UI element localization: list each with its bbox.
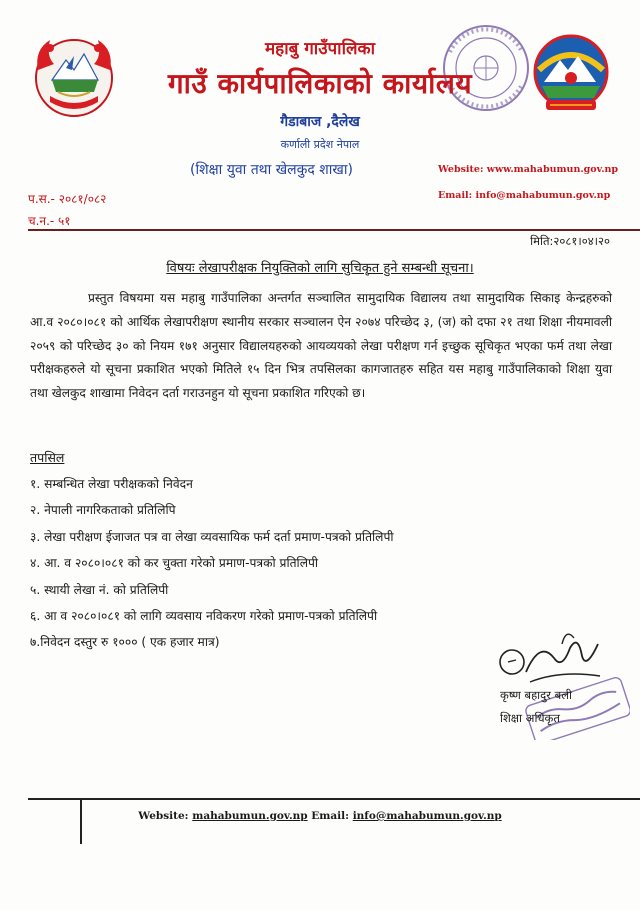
footer-website-label: Website: [138, 810, 189, 822]
section-name: (शिक्षा युवा तथा खेलकुद शाखा) [190, 162, 353, 178]
dispatch-number: च.न.- ५१ [28, 214, 71, 228]
reference-number: प.स.- २०८१/०८२ [28, 192, 107, 206]
footer-contact [0, 810, 640, 822]
header-website: Website: www.mahabumun.gov.np [438, 164, 619, 175]
signatory-title: शिक्षा अधिकृत [500, 711, 560, 725]
list-item: १. सम्बन्धित लेखा परीक्षकको निवेदन [30, 477, 193, 491]
header-divider [28, 229, 640, 231]
footer-divider [28, 798, 640, 800]
footer-email-link[interactable]: info@mahabumun.gov.np [352, 810, 502, 822]
letter-subject: विषयः लेखापरीक्षक नियुक्तिको लागि सुचिकृत हुने सम्बन्धी सूचना। [166, 261, 474, 276]
municipality-name: महाबु गाउँपालिका [265, 39, 375, 59]
signatory-name: कृष्ण बहादुर बली [500, 688, 572, 702]
list-item: ४. आ. व २०८०।०८१ को कर चुक्ता गरेको प्रमाण-पत्रको प्रतिलिपी [30, 556, 319, 571]
list-item: ७.निवेदन दस्तुर रु १००० ( एक हजार मात्र) [30, 635, 220, 650]
footer-margin-mark [80, 800, 82, 844]
list-item: ६. आ व २०८०।०८१ को लागि व्यवसाय नविकरण गरेको प्रमाण-पत्रको प्रतिलिपी [30, 608, 378, 623]
list-item: ५. स्थायी लेखा नं. को प्रतिलिपी [30, 582, 169, 597]
letter-body: प्रस्तुत विषयमा यस महाबु गाउँपालिका अन्तर्गत सञ्चालित सामुदायिक विद्यालय तथा सामुदायिक सिकाइ केन्द्रहरुको आ.व २०८०।०८१ को आर्थिक लेखापरीक्षण स्थानीय सरकार सञ्चालन ऐन २०७४ परिच्छेद ३, (ज) को दफा २१ तथा शिक्षा नीयमावली २०५९ को परिच्छेद ३० को नियम १७१ अनुसार विद्यालयहरुको आयव्ययको लेखा परीक्षण गर्न इच्छुक सूचिकृत भएका फर्म तथा लेखा परीक्षकहरुले यो सूचना प्रकाशित भएको मितिले १५ दिन भित्र तपसिलका कागजातहरु सहित यस महाबु गाउँपालिकाको शिक्षा युवा तथा खेलकुद शाखामा निवेदन दर्ता गराउनहुन यो सूचना प्रकाशित गरिएको छ। [30, 291, 612, 401]
attachments-heading: तपसिल [30, 450, 65, 465]
office-name-heading: गाउँ कार्यपालिकाको कार्यालय [167, 67, 473, 100]
attachments-list [30, 471, 394, 656]
office-location: गैडाबाज ,दैलेख [280, 114, 360, 130]
footer-email-label: Email: [311, 810, 350, 822]
header-email: Email: info@mahabumun.gov.np [438, 190, 611, 201]
letter-date: मिति:२०८१।०४।२० [530, 234, 610, 248]
list-item: २. नेपाली नागरिकताको प्रतिलिपि [30, 503, 176, 518]
list-item: ३. लेखा परीक्षण ईजाजत पत्र वा लेखा व्यवसायिक फर्म दर्ता प्रमाण-पत्रको प्रतिलिपी [30, 529, 394, 544]
footer-website-link[interactable]: mahabumun.gov.np [192, 810, 308, 822]
province-name: कर्णाली प्रदेश नेपाल [280, 138, 360, 151]
